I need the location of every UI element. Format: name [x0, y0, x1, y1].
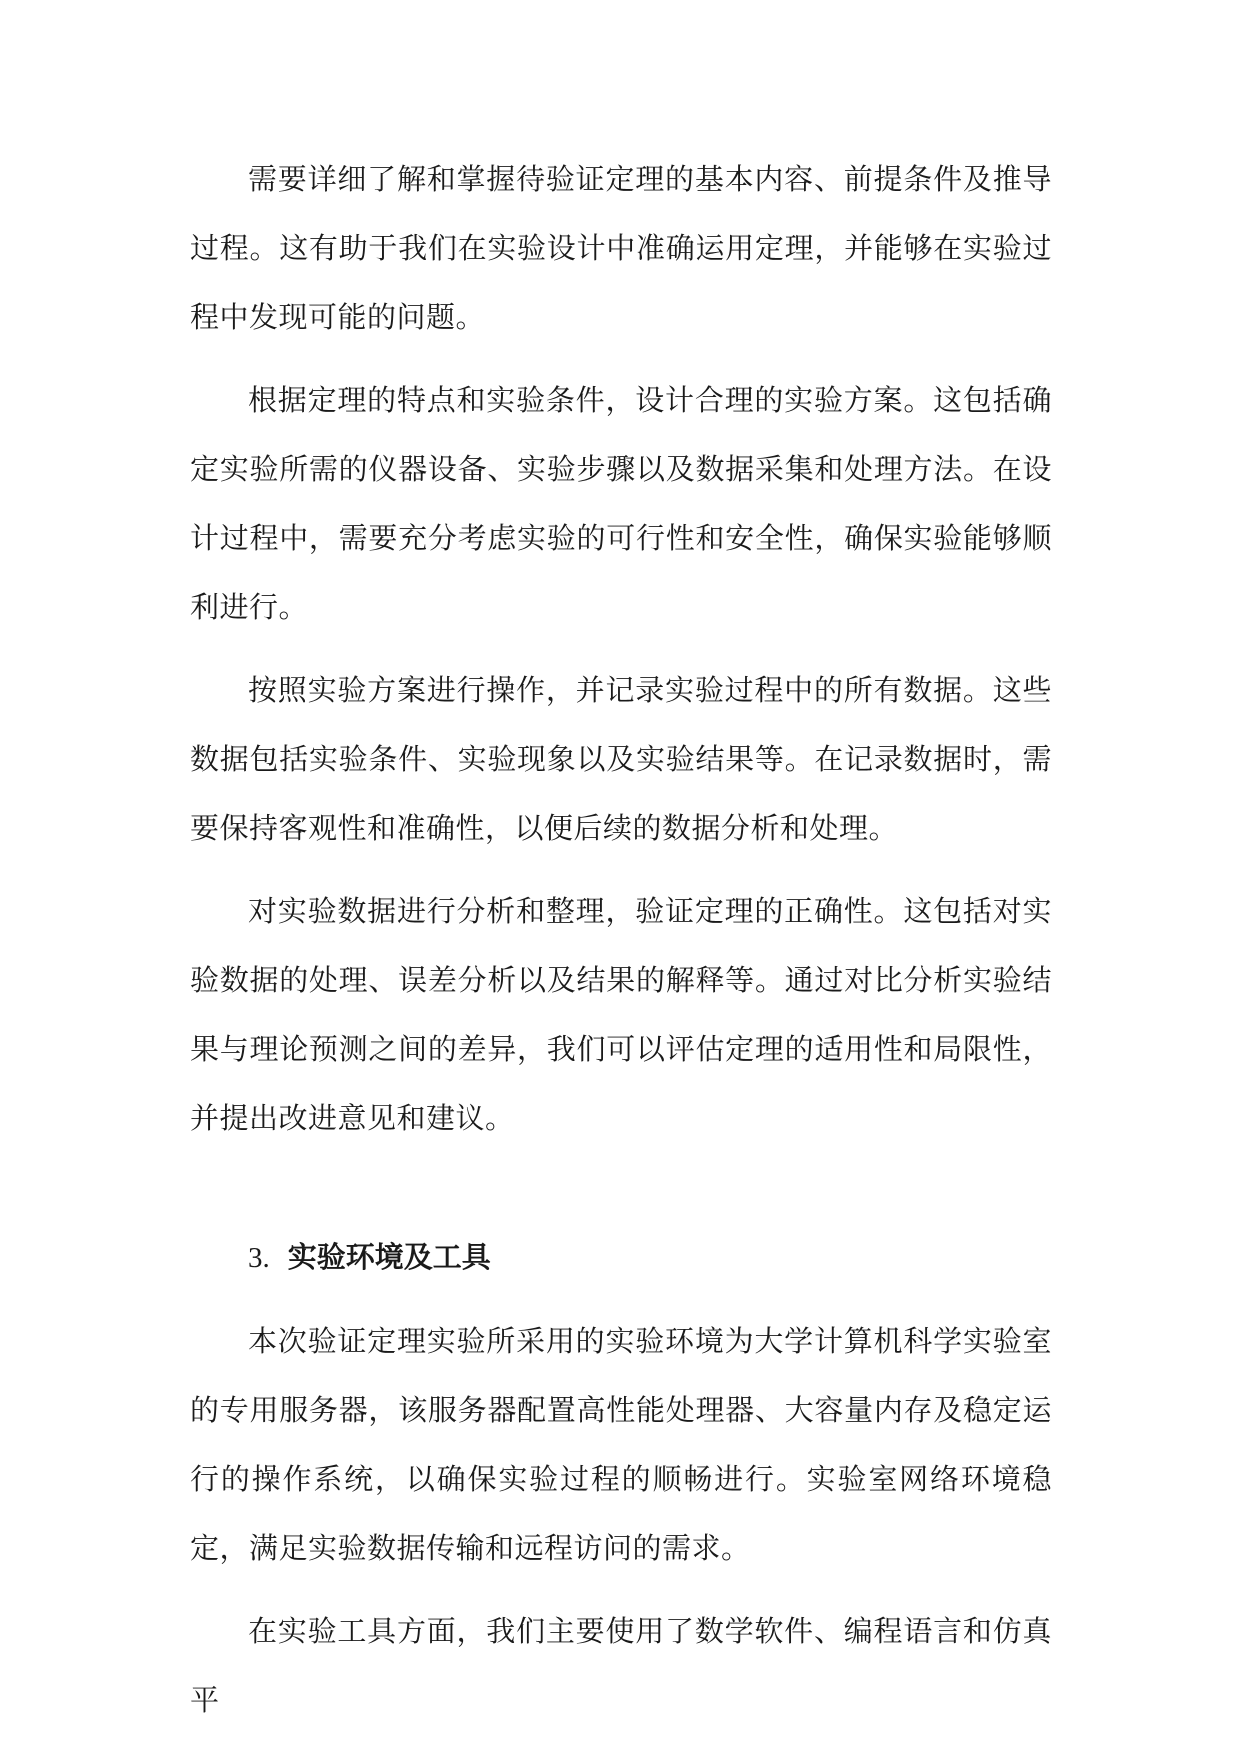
paragraph: 需要详细了解和掌握待验证定理的基本内容、前提条件及推导过程。这有助于我们在实验设计中准确运用定理，并能够在实验过程中发现可能的问题。 — [190, 162, 1052, 334]
section-number: 3. — [248, 1242, 270, 1274]
paragraph: 本次验证定理实验所采用的实验环境为大学计算机科学实验室的专用服务器，该服务器配置高性能处理器、大容量内存及稳定运行的操作系统，以确保实验过程的顺畅进行。实验室网络环境稳定，满足实验数据传输和远程访问的需求。 — [190, 1324, 1052, 1565]
document-body — [190, 145, 1052, 1749]
paragraph: 在实验工具方面，我们主要使用了数学软件、编程语言和仿真平 — [190, 1614, 1052, 1717]
paragraph: 根据定理的特点和实验条件，设计合理的实验方案。这包括确定实验所需的仪器设备、实验步骤以及数据采集和处理方法。在设计过程中，需要充分考虑实验的可行性和安全性，确保实验能够顺利进行。 — [190, 383, 1052, 624]
section-title: 实验环境及工具 — [287, 1240, 491, 1274]
paragraph: 按照实验方案进行操作，并记录实验过程中的所有数据。这些数据包括实验条件、实验现象以及实验结果等。在记录数据时，需要保持客观性和准确性，以便后续的数据分析和处理。 — [190, 673, 1052, 845]
paragraph: 对实验数据进行分析和整理，验证定理的正确性。这包括对实验数据的处理、误差分析以及结果的解释等。通过对比分析实验结果与理论预测之间的差异，我们可以评估定理的适用性和局限性，并提出改进意见和建议。 — [190, 894, 1052, 1135]
section-heading — [190, 1223, 1052, 1293]
